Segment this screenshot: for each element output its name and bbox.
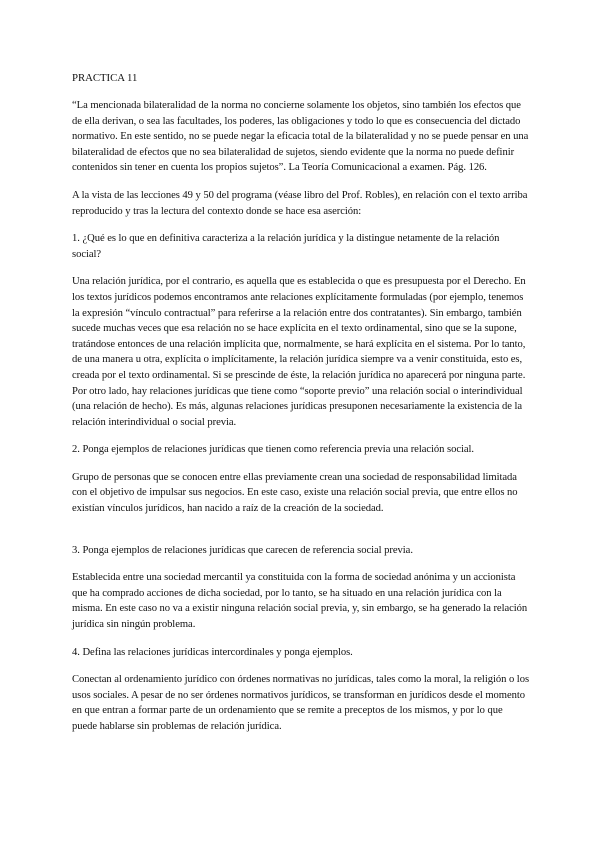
- question-2: 2. Ponga ejemplos de relaciones jurídicas que tienen como referencia previa una relación social.: [72, 444, 475, 456]
- question-4: 4. Defina las relaciones jurídicas intercordinales y ponga ejemplos.: [72, 646, 353, 658]
- question-1: 1. ¿Qué es lo que en definitiva caracteriza a la relación jurídica y la distingue netamente de la relación social?: [72, 233, 500, 260]
- answer-2: Grupo de personas que se conocen entre ellas previamente crean una sociedad de responsabilidad limitada con el objetivo de impulsar sus negocios. En este caso, existe una relación social previa, que entre ellos no existían vínculos jurídicos, han nacido a raíz de la creación de la sociedad.: [72, 471, 518, 515]
- answer-4: Conectan al ordenamiento jurídico con órdenes normativas no jurídicas, tales como la moral, la religión o los usos sociales. A pesar de no ser órdenes normativos jurídicos, se transforman en jurídicos desde el momento en que entran a formar parte de un ordenamiento que se remite a preceptos de los mismos, y por lo que puede hablarse sin problemas de relación jurídica.: [72, 674, 530, 732]
- document-title: PRACTICA 11: [72, 72, 138, 84]
- document-body: [72, 71, 530, 747]
- answer-3: Establecida entre una sociedad mercantil ya constituida con la forma de sociedad anónima y un accionista que ha comprado acciones de dicha sociedad, por lo tanto, se ha situado en una relación jurídica con la misma. En este caso no va a existir ninguna relación social previa, y, sin embargo, se ha generado la relación jurídica sin ningún problema.: [72, 572, 528, 631]
- answer-1: Una relación jurídica, por el contrario, es aquella que es establecida o que es presupuesta por el Derecho. En los textos jurídicos podemos encontramos ante relaciones explícitamente formuladas (por ejemplo, tenemos la expresión “vínculo contractual” para referirse a la relación entre dos contratantes). Sin embargo, también sucede muchas veces que esa relación no se hace explícita en el texto ordinamental, sino que se la supone, tratándose entonces de una relación implícita que, normalmente, se hará explícita en el sistema. Por lo tanto, de una manera u otra, explícita o implícitamente, la relación jurídica siempre va a venir constituida, esto es, creada por el texto ordinamental. Si se prescinde de éste, la relación jurídica no aparecerá por ninguna parte. Por otro lado, hay relaciones jurídicas que tiene como “soporte previo” una relación social o interindividual (una relación de hecho). Es más, algunas relaciones jurídicas presuponen necesariamente la existencia de la relación interindividual o social previa.: [72, 276, 526, 428]
- question-3: 3. Ponga ejemplos de relaciones jurídicas que carecen de referencia social previa.: [72, 544, 413, 556]
- intro-paragraph: A la vista de las lecciones 49 y 50 del programa (véase libro del Prof. Robles), en relación con el texto arriba reproducido y tras la lectura del contexto donde se hace esa aserción:: [72, 189, 528, 217]
- quoted-text: “La mencionada bilateralidad de la norma no concierne solamente los objetos, sino también los efectos que de ella derivan, o sea las facultades, los poderes, las obligaciones y todo lo que es consecuencia del dictado normativo. En este sentido, no se puede negar la eficacia total de la bilateralidad y no se puede pensar en una bilateralidad de efectos que no sea bilateralidad de sujetos, siendo evidente que la norma no puede definir contenidos sin tener en cuenta los propios sujetos”. La Teoría Comunicacional a examen. Pág. 126.: [72, 100, 529, 174]
